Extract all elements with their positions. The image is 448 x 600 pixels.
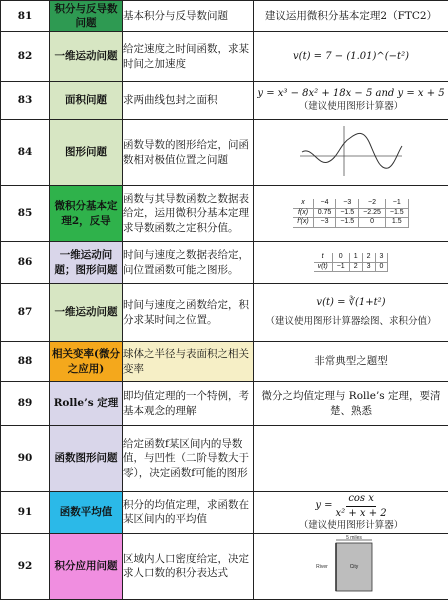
description-cell: 积分的均值定理，求函数在某区间内的平均值 [123,492,254,534]
city-label: City [350,564,359,570]
topic-cell: 图形问题 [50,120,123,186]
note-cell: 微分之均值定理与 Rolle’s 定理，要清楚、熟悉 [254,382,448,426]
note-cell [254,186,448,242]
topic-cell: 一维运动问题 [50,284,123,342]
table-header-cell: x [293,199,313,208]
row-number: 84 [1,120,50,186]
note-cell [254,242,448,284]
table-cell: 0 [359,218,386,228]
table-header-cell: −1 [385,199,408,208]
note-cell: 非常典型之题型 [254,342,448,382]
topic-cell: 函数平均值 [50,492,123,534]
river-label: River [316,564,328,570]
table-header-cell: 0 [332,253,349,262]
table-header-cell: t [314,253,333,262]
description-cell: 基本积分与反导数问题 [123,1,254,32]
table-header-cell: 2 [362,253,375,262]
table-cell: −3 [313,218,336,228]
function-value-table [293,199,408,228]
description-cell: 求两曲线包封之面积 [123,82,254,120]
description-cell: 即均值定理的一个特例，考基本观念的理解 [123,382,254,426]
velocity-equation: v(t) = ∛(1+t²) [254,296,448,310]
description-cell: 给定速度之时间函数，求某时间之加速度 [123,32,254,82]
table-cell: v(t) [314,262,333,272]
description-cell: 区域内人口密度给定，决定求人口数的积分表达式 [123,533,254,599]
table-cell: −1.5 [385,208,408,218]
note-cell [254,32,448,82]
calculator-note: （建议使用图形计算器） [254,101,448,114]
row-number: 83 [1,82,50,120]
table-header-cell: −4 [313,199,336,208]
table-row [1,242,448,284]
table-cell: f(x) [293,208,313,218]
table-row [1,186,448,242]
description-cell: 时间与速度之函数给定，积分求某时间之位置。 [123,284,254,342]
table-row [1,382,448,426]
row-number: 92 [1,533,50,599]
topic-cell: 一维运动问题；图形问题 [50,242,123,284]
table-cell: 0.75 [313,208,336,218]
note-cell [254,284,448,342]
note-cell [254,492,448,534]
curves-equation: y = x³ − 8x² + 18x − 5 and y = x + 5 [254,87,448,101]
row-number: 86 [1,242,50,284]
table-header-cell: 1 [349,253,362,262]
table-header-cell: −2 [359,199,386,208]
derivative-curve [302,134,402,169]
table-cell: −2.25 [359,208,386,218]
topic-cell: Rolle’s 定理 [50,382,123,426]
row-number: 81 [1,1,50,32]
table-cell: −1 [332,262,349,272]
table-cell: 1.5 [385,218,408,228]
topic-cell: 面积问题 [50,82,123,120]
row-number: 82 [1,32,50,82]
note-cell [254,533,448,599]
table-cell: 2 [349,262,362,272]
average-value-function: y = $\frac{\text{cos x}}{\text{x² + x + 2}}$ [315,492,386,520]
table-row [1,1,448,32]
row-number: 90 [1,426,50,492]
topic-cell: 微积分基本定理2，反导 [50,186,123,242]
table-row [1,492,448,534]
row-number: 89 [1,382,50,426]
width-label: 5 miles [346,535,362,541]
row-number: 87 [1,284,50,342]
calculator-note: （建议使用图形计算器绘图、求积分值） [254,316,448,329]
topic-cell: 一维运动问题 [50,32,123,82]
calculator-note: （建议使用图形计算器） [254,520,448,533]
table-cell: f′(x) [293,218,313,228]
note-cell: 建议运用微积分基本定理2（FTC2） [254,1,448,32]
table-row [1,120,448,186]
topic-cell: 积分与反导数问题 [50,1,123,32]
velocity-equation: v(t) = 7 − (1.01)^(−t²) [293,51,409,62]
topic-cell: 相关变率(微分之应用) [50,342,123,382]
row-number: 85 [1,186,50,242]
table-cell: 0 [375,262,388,272]
note-cell [254,82,448,120]
description-cell: 给定函数f某区间内的导数值，与凹性（二阶导数大于零），决定函数f可能的图形 [123,426,254,492]
table-header-cell: −3 [336,199,359,208]
note-cell [254,426,448,492]
row-number: 88 [1,342,50,382]
description-cell: 函数导数的图形给定，问函数相对极值位置之问题 [123,120,254,186]
table-row [1,533,448,599]
table-cell: −1.5 [336,218,359,228]
table-row [1,426,448,492]
city-river-figure [306,534,396,594]
row-number: 91 [1,492,50,534]
topic-cell: 函数图形问题 [50,426,123,492]
topic-cell: 积分应用问题 [50,533,123,599]
fraction-denominator: x² + x + 2 [336,507,387,521]
note-cell [254,120,448,186]
fraction-numerator: cos x [346,492,376,507]
table-header-cell: 3 [375,253,388,262]
table-cell: 3 [362,262,375,272]
table-row [1,342,448,382]
table-cell: −1.5 [336,208,359,218]
description-cell: 球体之半径与表面积之相关变率 [123,342,254,382]
description-cell: 时间与速度之数据表给定，问位置函数可能之图形。 [123,242,254,284]
table-row [1,82,448,120]
velocity-data-table [314,253,389,273]
table-row [1,284,448,342]
derivative-graph-figure [296,122,406,178]
description-cell: 函数与其导数函数之数据表给定，运用微积分基本定理求导数函数之定积分值。 [123,186,254,242]
table-row [1,32,448,82]
